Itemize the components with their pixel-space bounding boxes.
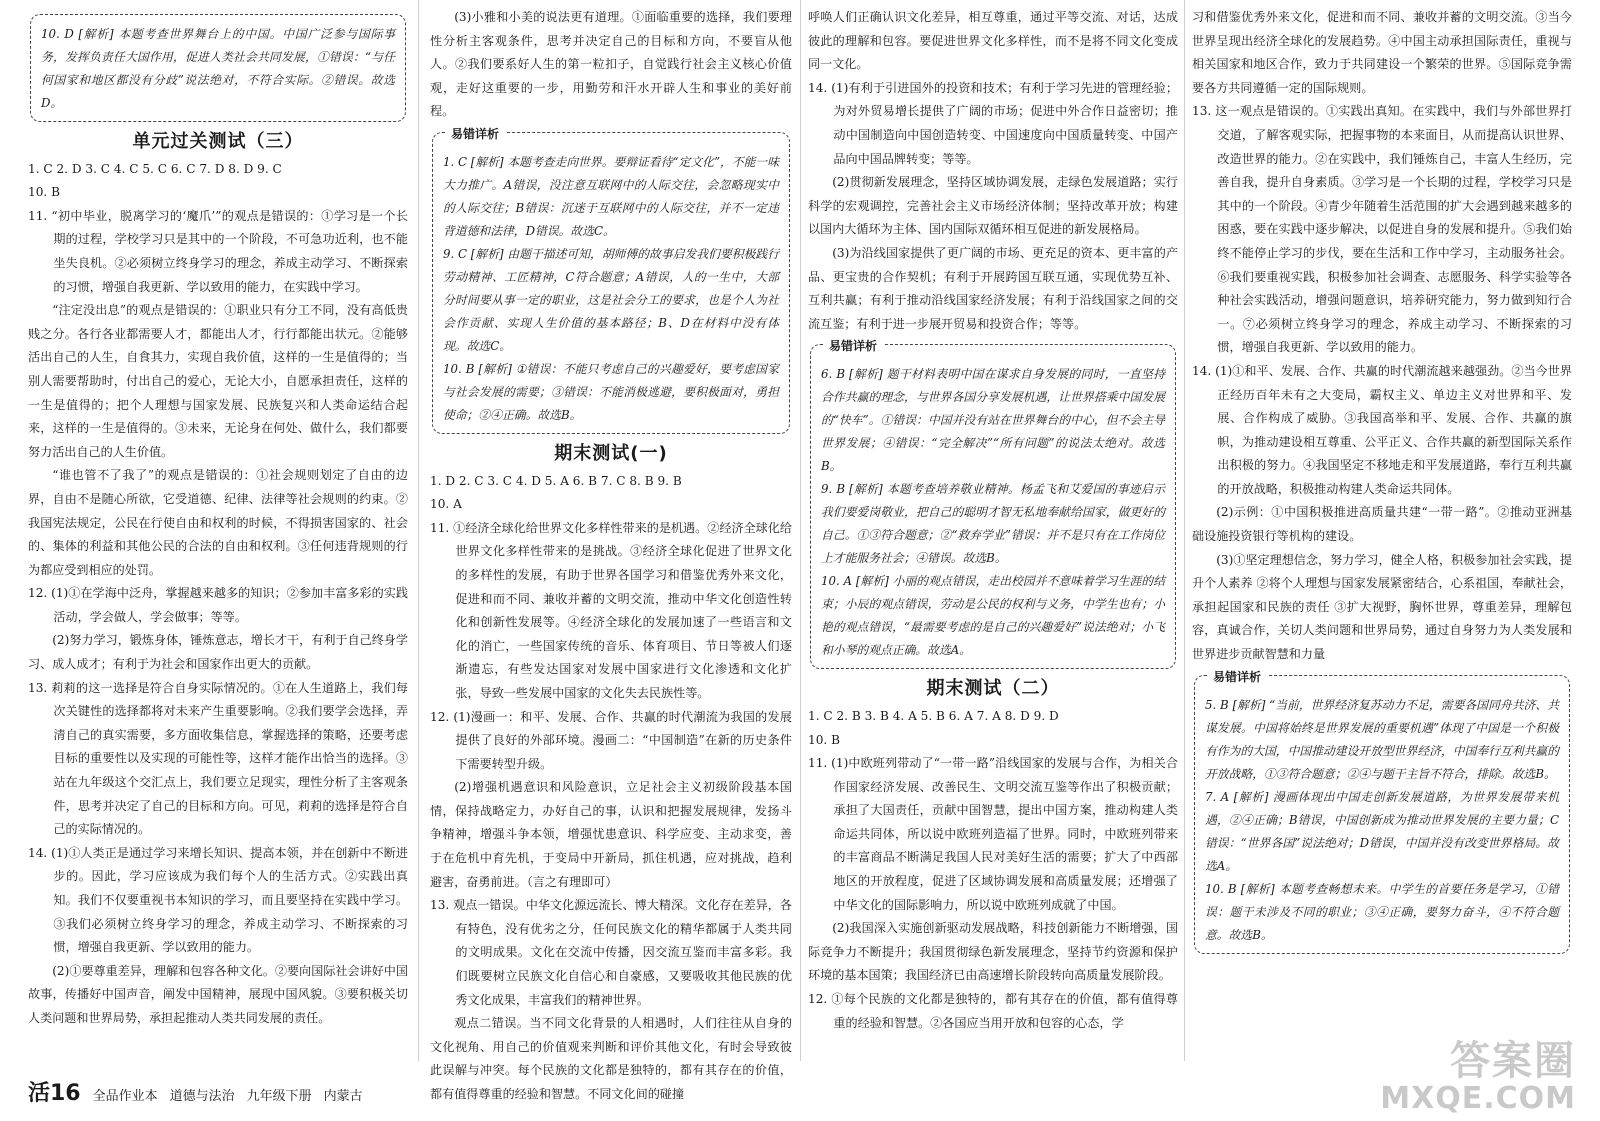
column-1 [28, 6, 408, 1061]
answer-14: 14. (1)有利于引进国外的投资和技术；有利于学习先进的管理经验；为对外贸易增长提供了广阔的市场；促进中外合作日益密切；推动中国制造向中国创造转变、中国速度向中国质量转变、中国产品向中国品牌转变；等等。 [808, 80, 1178, 166]
box-item: 10. A [解析] 小丽的观点错误，走出校园并不意味着学习生涯的结束；小辰的观点错误，劳动是公民的权利与义务，中学生也有；小艳的观点错误，“最需要考虑的是自己的兴趣爱好”说法绝对；小飞和小琴的观点正确。故选A。 [821, 574, 1165, 658]
subject: 道德与法治 [169, 1089, 235, 1104]
column-divider [800, 0, 801, 1061]
section-title: 期末测试（二） [926, 678, 1060, 700]
mc-answers: 1. D 2. C 3. C 4. D 5. A 6. B 7. C 8. B 9. B [430, 473, 682, 488]
box-item: 10. B [解析] 本题考查畅想未来。中学生的首要任务是学习，①错误：题干未涉及不同的职业；③④正确，要努力奋斗，④不符合题意。故选B。 [1205, 881, 1559, 942]
answer-paragraph: 习和借鉴优秀外来文化，促进和而不同、兼收并蓄的文明交流。③当今世界呈现出经济全球化的发展趋势。④中国主动承担国际责任，重视与相关国家和地区合作，致力于共同建设一个繁荣的世界。⑤国际竞争需要各方共同遵循一定的国际规则。 [1192, 10, 1572, 95]
section-title: 单元过关测试（三） [132, 131, 304, 152]
answer-11: 11. ①经济全球化给世界文化多样性带来的是机遇。②经济全球化给世界文化多样性带来的是挑战。③经济全球化促进了世界文化的多样性的发展，有助于世界各国学习和借鉴优秀外来文化，促进和而不同、兼收并蓄的文明交流，推动中华文化创造性转化和创新性发展等。④经济全球化的发展加速了一些语言和文化的消亡，一些国家传统的音乐、体育项目、节日等被人们逐渐遗忘，有些发达国家对发展中国家进行文化渗透和文化扩张，导致一些发展中国家的文化失去民族性等。 [430, 520, 792, 700]
box-item: 10. B [解析] ①错误：不能只考虑自己的兴趣爱好，要考虑国家与社会发展的需要；③错误：不能消极逃避，要积极面对，勇担使命；②④正确。故选B。 [443, 361, 779, 422]
answer-12: 12. (1)①在学海中泛舟，掌握越来越多的知识；②参加丰富多彩的实践活动，学会做人，学会做事；等等。 [28, 586, 408, 624]
column-divider [418, 0, 419, 1061]
mc-answers: 10. B [808, 732, 840, 747]
grade: 九年级下册 [246, 1089, 312, 1104]
answer-paragraph: 呼唤人们正确认识文化差异，相互尊重，通过平等交流、对话，达成彼此的理解和包容。要促进世界文化多样性，而不是将不同文化变成同一文化。 [808, 10, 1178, 72]
answer-paragraph: (3)为沿线国家提供了更广阔的市场、更充足的资本、更丰富的产品、更宝贵的合作契机；有利于开展跨国互联互通，实现优势互补、互利共赢；有利于推动沿线国家经济发展；有利于沿线国家之间的交流互鉴；有利于进一步展开贸易和投资合作；等等。 [808, 245, 1178, 331]
answer-paragraph: (2)我国深入实施创新驱动发展战略，科技创新能力不断增强，国际竞争力不断提升；我国贯彻绿色新发展理念，坚持节约资源和保护环境的基本国策；我国经济已由高速增长阶段转向高质量发展阶段。 [808, 921, 1178, 983]
box-label: 易错详析 [823, 335, 883, 358]
watermark-logo-text: 答案圈 [1450, 1038, 1576, 1084]
column-4 [1192, 6, 1572, 1061]
mc-answers: 1. C 2. D 3. C 4. C 5. C 6. C 7. D 8. D 9. C [28, 161, 282, 176]
analysis-box [1194, 669, 1570, 954]
answer-paragraph: (3)小雅和小美的说法更有道理。①面临重要的选择，我们要理性分析主客观条件，思考并决定自己的目标和方向，不要盲从他人。②我们要系好人生的第一粒扣子，自觉践行社会主义核心价值观，走好这重要的一步，用勤劳和汗水开辟人生和事业的美好前程。 [430, 10, 792, 119]
answer-paragraph: (2)①要尊重差异，理解和包容各种文化。②要向国际社会讲好中国故事，传播好中国声音，阐发中国精神，展现中国风貌。③要积极关切人类问题和世界局势，承担起推动人类共同发展的责任。 [28, 963, 408, 1025]
box-item: 9. B [解析] 本题考查培养敬业精神。杨孟飞和艾爱国的事迹启示我们要爱岗敬业，把自己的聪明才智无私地奉献给国家，做更好的自己。①③符合题意；②“救弃学业”错误：并不是只有在工作岗位上才能服务社会；④错误。故选B。 [821, 482, 1165, 566]
page-footer [28, 1076, 363, 1107]
answer-paragraph: 观点二错误。当不同文化背景的人相遇时，人们往往从自身的文化视角、用自己的价值观来判断和评价其他文化，有时会导致彼此误解与冲突。每个民族的文化都是独特的，都有其存在的价值，都有值得尊重的经验和智慧。不同文化间的碰撞 [430, 1016, 792, 1101]
watermark [1380, 1039, 1576, 1115]
answer-paragraph: (2)增强机遇意识和风险意识，立足社会主义初级阶段基本国情，保持战略定力，办好自己的事，认识和把握发展规律，发扬斗争精神，增强斗争本领，增强忧患意识、科学应变、主动求变，善于在危机中育先机，于变局中开新局，抓住机遇，应对挑战，趋利避害，奋勇前进。（言之有理即可） [430, 780, 792, 889]
answer-paragraph: (3)①坚定理想信念，努力学习，健全人格，积极参加社会实践，提升个人素养 ②将个人理想与国家发展紧密结合，心系祖国，奉献社会，承担起国家和民族的责任 ③扩大视野，胸怀世界，尊重差异，理解包容，真诚合作，关切人类问题和世界局势，通过自身努力为人类发展和世界进步贡献智慧和力量 [1192, 552, 1572, 662]
box-item: 10. D [解析] 本题考查世界舞台上的中国。中国广泛参与国际事务，发挥负责任大国作用，促进人类社会共同发展，①错误：“与任何国家和地区都没有分歧”说法绝对，不符合实际。②错误。故选D。 [41, 27, 395, 110]
answer-11: 11. “初中毕业，脱离学习的‘魔爪’”的观点是错误的：①学习是一个长期的过程，学校学习只是其中的一个阶段，不可急功近利，也不能坐失良机。②必须树立终身学习的理念，养成主动学习、不断探索的习惯，增强自我更新、学以致用的能力，在实践中学习。 [28, 208, 408, 294]
mc-answers: 10. A [430, 497, 462, 512]
answer-paragraph: (2)贯彻新发展理念，坚持区域协调发展，走绿色发展道路；实行科学的宏观调控，完善社会主义市场经济体制；坚持改革开放；构建以国内大循环为主体、国内国际双循环相互促进的新发展格局。 [808, 175, 1178, 237]
answer-13: 13. 莉莉的这一选择是符合自身实际情况的。①在人生道路上，我们每次关键性的选择都将对未来产生重要影响。②我们要学会选择，弄清自己的真实需要，多方面收集信息，掌握选择的策略，还要考虑目标的重要性以及实现的可能性等，这样才能作出恰当的选择。③站在九年级这个交汇点上，我们要立足现实，理性分析了主客观条件，思考并决定了自己的目标和方向。可见，莉莉的选择是符合自己的实际情况的。 [28, 680, 408, 837]
answer-14: 14. (1)①和平、发展、合作、共赢的时代潮流越来越强劲。②当今世界正经历百年未有之大变局，霸权主义、单边主义对世界和平、发展、合作构成了威胁。③我国高举和平、发展、合作、共赢的旗帜，为推动建设相互尊重、公平正义、合作共赢的新型国际关系作出积极的努力。④我国坚定不移地走和平发展道路，奉行互利共赢的开放战略，积极推动构建人类命运共同体。 [1192, 363, 1572, 496]
mc-answers: 1. C 2. B 3. B 4. A 5. B 6. A 7. A 8. D 9. D [808, 708, 1059, 723]
column-3 [808, 6, 1178, 1061]
book-title: 全品作业本 [92, 1089, 158, 1104]
answer-paragraph: (2)示例：①中国积极推进高质量共建“一带一路”。②推动亚洲基础设施投资银行等机构的建设。 [1192, 505, 1572, 544]
mc-answers: 10. B [28, 185, 60, 200]
answer-13: 13. 观点一错误。中华文化源远流长、博大精深。文化存在差异，各有特色，没有优劣之分，任何民族文化的精华都属于人类共同的文明成果。文化在交流中传播，因交流互鉴而丰富多彩。我们既要树立民族文化自信心和自豪感，又要吸收其他民族的优秀文化成果，丰富我们的精神世界。 [430, 898, 792, 1007]
answer-14: 14. (1)①人类正是通过学习来增长知识、提高本领，并在创新中不断进步的。因此，学习应该成为我们每个人的生活方式。②实践出真知。我们不仅要重视书本知识的学习，而且要坚持在实践中学习。③我们必须树立终身学习的理念，养成主动学习、不断探索的习惯，增强自我更新、学以致用的能力。 [28, 845, 408, 955]
answer-13: 13. 这一观点是错误的。①实践出真知。在实践中，我们与外部世界打交道，了解客观实际，把握事物的本来面目，从而提高认识世界、改造世界的能力。②在实践中，我们锤炼自己，丰富人生经历，完善自我，提升自身素质。③学习是一个长期的过程，学校学习只是其中的一个阶段。④青少年随着生活范围的扩大会遇到越来越多的困惑，要在实践中逐步解决，以促进自身的发展和提升。⑤我们始终不能停止学习的步伐，要在生活和工作中学习，主动服务社会。⑥我们要重视实践，积极参加社会调查、志愿服务、科学实验等各种社会实践活动，增强问题意识，培养研究能力，努力做到知行合一。⑦必须树立终身学习的理念，养成主动学习、不断探索的习惯，增强自我更新、学以致用的能力。 [1192, 104, 1572, 355]
column-divider [1184, 0, 1185, 1061]
watermark-url: MXQE.COM [1380, 1081, 1576, 1116]
analysis-box [432, 126, 790, 434]
box-item: 9. C [解析] 由题干描述可知，胡师傅的故事启发我们要积极践行劳动精神、工匠精神，C符合题意；A错误，人的一生中，大部分时间要从事一定的职业，这是社会分工的要求，也是个人为社会作贡献、实现人生价值的基本路径；B、D在材料中没有体现。故选C。 [443, 246, 779, 353]
analysis-box [30, 14, 406, 122]
box-item: 6. B [解析] 题干材料表明中国在谋求自身发展的同时，一直坚持合作共赢的理念，与世界各国分享发展机遇，让世界搭乘中国发展的“快车”。①错误：中国并没有站在世界舞台的中心，但不会主导世界发展；④错误：“完全解决”“所有问题”的说法太绝对。故选B。 [821, 367, 1165, 474]
answer-paragraph: “注定没出息”的观点是错误的：①职业只有分工不同，没有高低贵贱之分。各行各业都需要人才，都能出人才，行行都能出状元。②能够活出自己的人生，自食其力，实现自我价值，这样的一生是值得的；当别人需要帮助时，付出自己的爱心，无论大小，自愿承担责任，这样的一生是值得的；把个人理想与国家发展、民族复兴和人类命运结合起来，这样的一生是值得的。③未来，无论身在何处、做什么，我们都要努力活出自己的人生价值。 [28, 303, 408, 459]
box-label: 易错详析 [445, 123, 505, 146]
answer-12: 12. ①每个民族的文化都是独特的，都有其存在的价值，都有值得尊重的经验和智慧。②各国应当用开放和包容的心态，学 [808, 992, 1178, 1030]
answer-paragraph: “谁也管不了我了”的观点是错误的：①社会规则划定了自由的边界，自由不是随心所欲，它受道德、纪律、法律等社会规则的约束。②我国宪法规定，公民在行使自由和权利的时候，不得损害国家的、社会的、集体的利益和其他公民的合法的自由和权利。③任何违背规则的行为都应受到相应的处罚。 [28, 468, 408, 577]
box-item: 7. A [解析] 漫画体现出中国走创新发展道路，为世界发展带来机遇，②④正确；B错误，中国创新成为推动世界发展的主要力量；C错误：“世界各国”说法绝对；D错误，中国并没有改变世界格局。故选A。 [1205, 789, 1559, 873]
answer-11: 11. (1)中欧班列带动了“一带一路”沿线国家的发展与合作，为相关合作国家经济发展、改善民生、文明交流互鉴等作出了积极贡献；承担了大国责任，贡献中国智慧，提出中国方案，推动构建人类命运共同体，所以说中欧班列造福了世界。同时，中欧班列带来的丰富商品不断满足我国人民对美好生活的需要；扩大了中西部地区的开放程度，促进了区域协调发展和高质量发展；还增强了中华文化的国际影响力，所以说中欧班列成就了中国。 [808, 756, 1178, 912]
answer-paragraph: (2)努力学习，锻炼身体，锤炼意志，增长才干，有利于自己终身学习、成人成才；有利于为社会和国家作出更大的贡献。 [28, 633, 408, 672]
page-number: 活16 [28, 1081, 81, 1106]
section-title: 期末测试(一) [554, 442, 668, 464]
answer-12: 12. (1)漫画一：和平、发展、合作、共赢的时代潮流为我国的发展提供了良好的外部环境。漫画二：“中国制造”在新的历史条件下需要转型升级。 [430, 709, 792, 771]
box-label: 易错详析 [1207, 666, 1267, 689]
box-item: 5. B [解析] “当前，世界经济复苏动力不足，需要各国同舟共济、共谋发展。中国将始终是世界发展的重要机遇”体现了中国是一个积极有作为的大国，中国推动建设开放型世界经济，中国奉行互利共赢的开放战略，①③符合题意；②④与题干主旨不符合，排除。故选B。 [1205, 697, 1559, 781]
box-item: 1. C [解析] 本题考查走向世界。要辩证看待“定文化”，不能一味大力推广。A错误，没注意互联网中的人际交往，会忽略现实中的人际交往；B错误：沉迷于互联网中的人际交往，并不一定违背道德和法律，D错误。故选C。 [443, 154, 779, 238]
analysis-box [810, 339, 1176, 669]
region: 内蒙古 [323, 1089, 363, 1104]
column-2 [430, 6, 792, 1101]
